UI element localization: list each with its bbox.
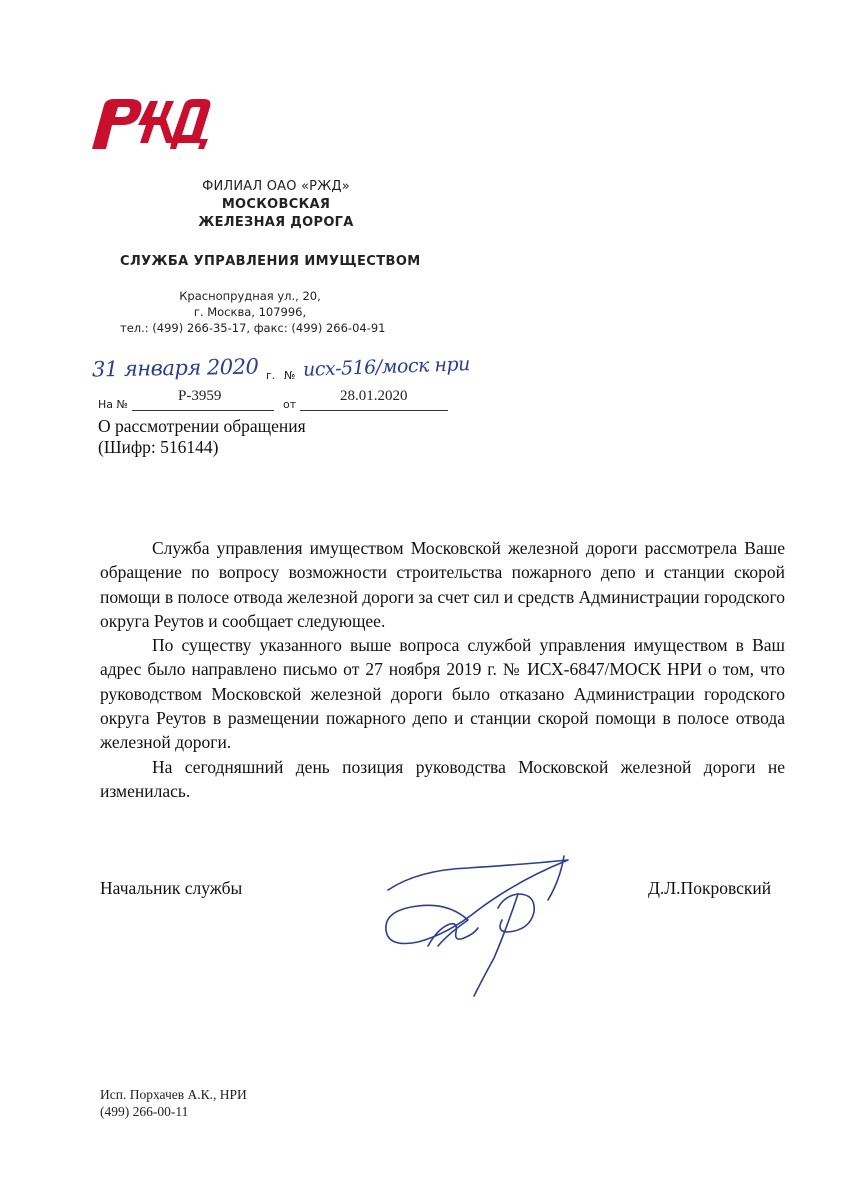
outgoing-date-handwritten: 31 января 2020: [91, 354, 259, 382]
address-phones: тел.: (499) 266-35-17, факс: (499) 266-04-91: [120, 321, 386, 335]
outgoing-number-handwritten: исх-516/моск нри: [302, 353, 471, 381]
rzd-logo: [90, 95, 212, 151]
executor-phone: (499) 266-00-11: [100, 1104, 189, 1119]
reference-ot-line: [300, 410, 448, 411]
org-region: МОСКОВСКАЯ: [221, 197, 331, 212]
reference-row: [98, 388, 458, 414]
body-paragraph-2: По существу указанного выше вопроса службой управления имуществом в Ваш адрес было направлено письмо от 27 ноября 2019 г. № ИСХ-6847/МОСК НРИ о том, что руководством Московской железной дороги было отказано Администрации городского округа Реутов в размещении пожарного депо и станции скорой помощи в полосе отвода железной дороги.: [100, 635, 785, 753]
outgoing-year-suffix: г.: [266, 369, 276, 382]
subject-line-1: О рассмотрении обращения: [98, 416, 306, 436]
org-railway: ЖЕЛЕЗНАЯ ДОРОГА: [198, 215, 354, 230]
body-paragraph-3: На сегодняшний день позиция руководства Московской железной дороги не изменилась.: [100, 756, 785, 801]
address-block: [120, 288, 386, 336]
outgoing-number-label: №: [284, 369, 296, 382]
address-street: Краснопрудная ул., 20,: [179, 289, 321, 303]
service-name: СЛУЖБА УПРАВЛЕНИЯ ИМУЩЕСТВОМ: [120, 254, 421, 269]
reference-ot-label: от: [283, 398, 297, 411]
letter-body: [100, 536, 785, 803]
executor-name: Исп. Порхачев А.К., НРИ: [100, 1087, 247, 1102]
reference-na-line: [132, 410, 274, 411]
org-branch: ФИЛИАЛ ОАО «РЖД»: [202, 179, 350, 194]
organization-header: [160, 178, 392, 232]
signatory-name: Д.Л.Покровский: [648, 878, 772, 898]
reference-na-label: На №: [98, 398, 128, 411]
subject-line-2: (Шифр: 516144): [98, 437, 219, 457]
reference-ot-value: 28.01.2020: [340, 388, 408, 404]
signatory-title: Начальник службы: [100, 878, 243, 898]
address-city: г. Москва, 107996,: [193, 305, 307, 319]
letter-subject: [98, 416, 306, 458]
body-paragraph-1: Служба управления имуществом Московской железной дороги рассмотрела Ваше обращение по вопросу возможности строительства пожарного депо и станции скорой помощи в полосе отвода железной дороги за счет сил и средств Администрации городского округа Реутов и сообщает следующее.: [100, 538, 785, 631]
handwritten-signature: [378, 850, 600, 1000]
reference-na-value: Р-3959: [178, 388, 222, 404]
executor-block: [100, 1086, 247, 1120]
